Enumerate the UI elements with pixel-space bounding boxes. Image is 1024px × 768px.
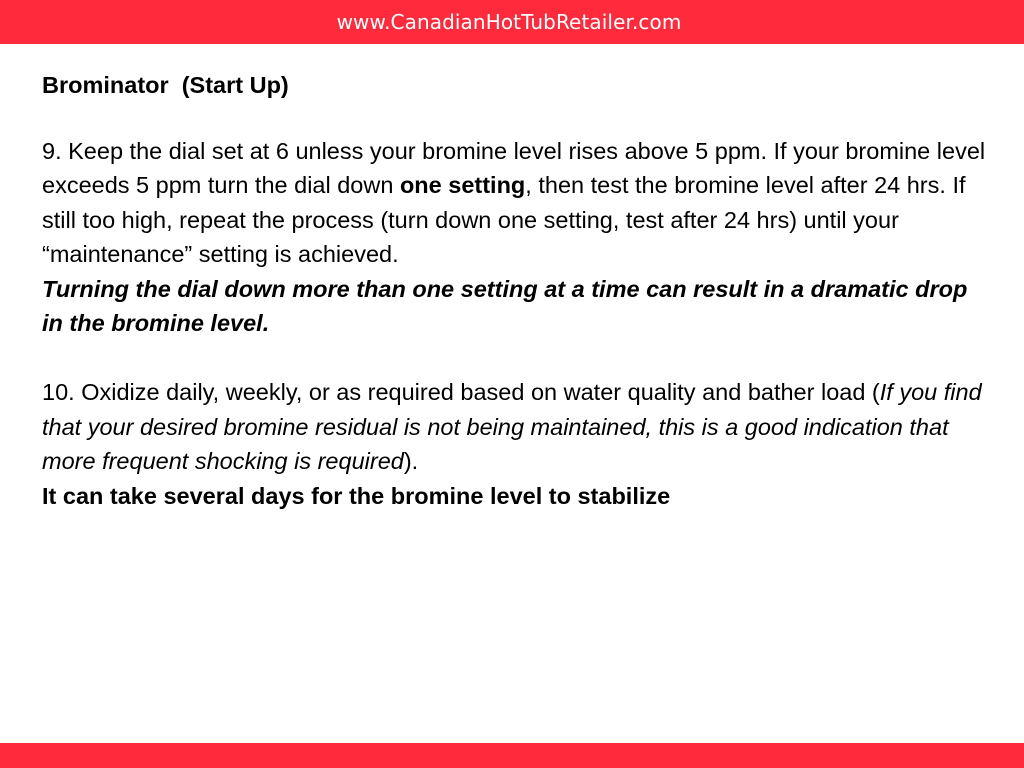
step-10-paragraph (42, 375, 992, 479)
bottom-banner (0, 743, 1024, 768)
spacer (42, 341, 992, 376)
slide-content (42, 68, 992, 513)
website-url: www.CanadianHotTubRetailer.com (336, 10, 682, 34)
step-9-intro: 9. Keep the dial set at 6 unless your bromine level rises above 5 ppm. If your bromine level exceeds 5 ppm turn the dial down (42, 137, 986, 198)
step-10-close: ). (403, 448, 419, 474)
slide-title: Brominator (Start Up) (42, 72, 289, 98)
step-9-emphasis: one setting (399, 172, 526, 198)
top-banner (0, 0, 1024, 44)
step-10-italic-note: If you find that your desired bromine residual is not being maintained, this is a good indication that more frequent shocking is required (42, 379, 982, 474)
step-9-warning: Turning the dial down more than one setting at a time can result in a dramatic drop in the bromine level. (42, 275, 968, 336)
step-10-intro: 10. Oxidize daily, weekly, or as required based on water quality and bather load ( (42, 379, 880, 405)
step-9-rest: , then test the bromine level after 24 hrs. If still too high, repeat the process (turn down one setting, test after 24 hrs) until your “maintenance” setting is achieved. (42, 172, 966, 267)
step-9-paragraph (42, 134, 992, 272)
spacer (42, 103, 992, 134)
step-10-note: It can take several days for the bromine level to stabilize (42, 482, 671, 509)
